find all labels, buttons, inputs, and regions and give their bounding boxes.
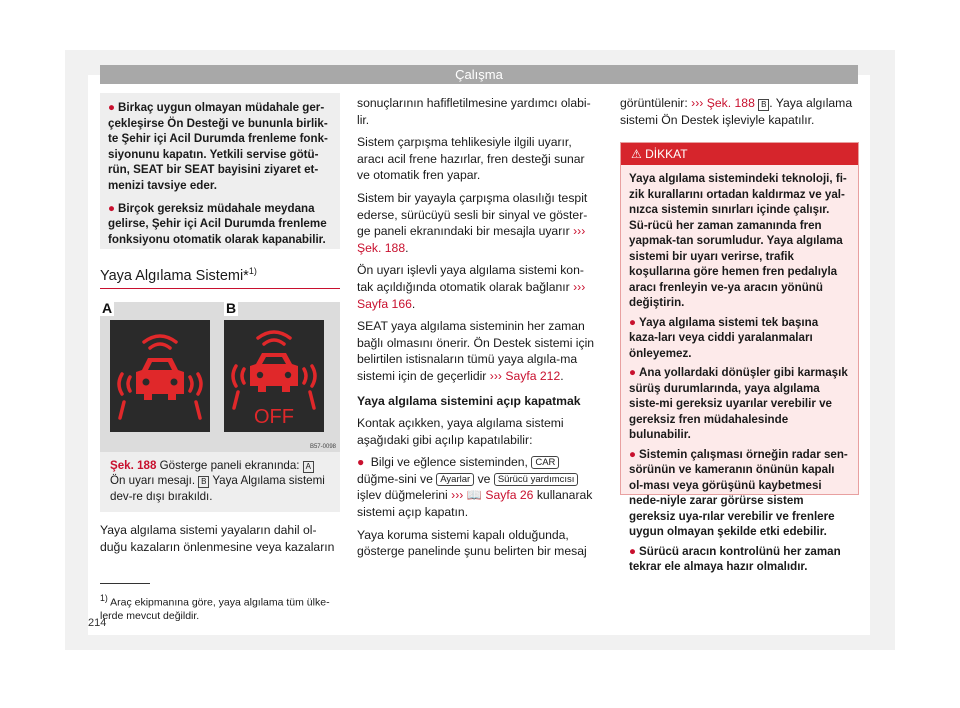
pedestrian-warning-icon <box>110 320 210 432</box>
column-2 <box>357 95 599 566</box>
paragraph: Kontak açıkken, yaya algılama sistemi aşağıdaki gibi açılıp kapatılabilir: <box>357 416 564 447</box>
notice-item-text: Birçok gereksiz müdahale meydana gelirse, Şehir içi Acil Durumda frenleme fonksiyonu otomatik olarak kapanabilir. <box>108 201 327 246</box>
warning-triangle-icon: ⚠ <box>631 147 642 161</box>
link-arrow: ››› <box>451 488 464 503</box>
figure-label-b: B <box>225 300 237 316</box>
letter-a-icon: A <box>303 461 314 473</box>
bullet-icon: ● <box>629 544 637 558</box>
letter-b-icon: B <box>198 476 209 488</box>
paragraph-text: Sistem bir yayayla çarpışma olasılığı tespit ederse, sürücüyü sesli bir sinyal ve göster-ge paneli ekranındaki bir mesajla uyarır <box>357 190 588 239</box>
paragraph: Sistem bir yayayla çarpışma olasılığı tespit ederse, sürücüyü sesli bir sinyal ve göster-ge paneli ekranındaki bir mesajla uyarır ››› Şek. 188. <box>357 190 588 255</box>
paragraph-text: Ön uyarı işlevli yaya algılama sistemi kon-tak açıldığında otomatik olarak bağlanır <box>357 263 584 294</box>
paragraph-text: ve <box>477 471 491 486</box>
display-panel-a <box>110 320 210 432</box>
paragraph-text: kullanarak sistemi açıp kapatın. <box>357 488 593 520</box>
bullet-icon: ● <box>108 201 116 215</box>
warning-item-text: Yaya algılama sistemi tek başına kaza-ları veya ciddi yaralanmaları önleyemez. <box>629 315 819 360</box>
paragraph-text: işlev düğmelerini <box>357 488 448 503</box>
page-header: Çalışma <box>100 65 858 84</box>
footnote-marker: 1) <box>100 593 108 603</box>
notice-box <box>100 93 340 249</box>
figure-ref: Şek. 188 <box>110 459 157 472</box>
bullet-icon: ● <box>629 315 637 329</box>
warning-title: DİKKAT <box>645 147 688 161</box>
warning-item-text: Ana yollardaki dönüşler gibi karmaşık sürüş durumlarında, yaya algılama siste-mi gereksiz uyarılar verebilir ve gereksiz fren müdahalesinde bulunabilir. <box>629 366 848 441</box>
figure-link[interactable]: Şek. 188 <box>357 240 406 255</box>
warning-box <box>620 142 859 573</box>
section-title <box>100 266 340 284</box>
warning-header <box>621 143 858 165</box>
caption-text: Gösterge paneli ekranında: <box>159 459 300 472</box>
page-number: 214 <box>88 617 107 629</box>
warning-item <box>629 544 850 575</box>
paragraph: SEAT yaya algılama sisteminin her zaman bağlı olmasını önerir. Ön Destek sistemi için belirtilen istisnaların tümü yaya algıla-ma sistemi için de geçerlidir ››› Sayfa 212. <box>357 319 595 383</box>
off-label: OFF <box>254 406 294 428</box>
bullet-icon: ● <box>629 447 637 461</box>
settings-key: Ayarlar <box>436 473 474 486</box>
notice-item <box>108 201 332 248</box>
warning-item <box>629 447 850 540</box>
link-arrow: ››› <box>573 224 586 239</box>
paragraph-text: Bilgi ve eğlence sisteminden, <box>370 455 528 470</box>
warning-item-text: Sistemin çalışması örneğin radar sen-sörünün ve kameranın önünün kapalı ol-ması veya görüşünü kaybetmesi nede-niyle zarar görürse sistem gereksiz uya-rılar verebilir ve frenlere uygun olmayan şekilde etki edebilir. <box>629 447 848 538</box>
car-button-icon: CAR <box>531 456 559 469</box>
paragraph-text: görüntülenir: <box>620 96 688 110</box>
link-arrow: ››› <box>489 368 502 383</box>
footnote <box>100 592 350 623</box>
page-link[interactable]: Sayfa 26 <box>485 488 534 503</box>
warning-body <box>621 165 858 585</box>
footnote-divider <box>100 583 150 584</box>
book-icon: 📖 <box>466 488 482 503</box>
caption-text: Yaya Algılama sistemi dev-re dışı bırakıldı. <box>110 474 325 503</box>
display-panel-b <box>224 320 324 432</box>
link-arrow: ››› <box>691 96 704 110</box>
bullet-item <box>357 454 599 520</box>
warning-item <box>629 365 850 443</box>
column-1-text: Yaya algılama sistemi yayaların dahil ol-duğu kazaların önlenmesine veya kazaların <box>100 523 335 554</box>
link-arrow: ››› <box>573 279 586 294</box>
bullet-icon: ● <box>357 455 365 470</box>
letter-b-icon: B <box>758 99 769 111</box>
paragraph: sonuçlarının hafifletilmesine yardımcı olabi-lir. <box>357 96 591 127</box>
warning-intro: Yaya algılama sistemindeki teknoloji, fi-zik kurallarını ortadan kaldırmaz ve yal-nızca sistemin sınırları içinde çalışır. Sü-rücü her zaman zamanında fren yapmak-tan sorumludur. Yaya algılama sistemi bir uyarı verirse, trafik koşullarına göre hemen fren pedalıyla aracı frenleyin ve-ya aracın yönünü değiştirin. <box>629 172 847 309</box>
notice-item <box>108 100 332 194</box>
driver-assist-key: Sürücü yardımcısı <box>494 473 579 486</box>
section-title-text: Yaya Algılama Sistemi* <box>100 267 249 284</box>
notice-item-text: Birkaç uygun olmayan müdahale ger-çekleşirse Ön Desteği ve bununla birlik-te Şehir içi Acil Durumda frenleme fonk-siyonunu kapatın. Yetkili servise götü-rün, SEAT bir SEAT bayisini ziyaret et-menizi tavsiye eder. <box>108 101 328 192</box>
bullet-icon: ● <box>629 366 637 379</box>
section-divider <box>100 288 340 289</box>
figure-label-a: A <box>101 300 113 316</box>
figure-link[interactable]: Şek. 188 <box>706 96 755 110</box>
paragraph-text: . Yaya algılama sistemi Ön Destek işleviyle kapatılır. <box>620 96 853 127</box>
paragraph: Yaya koruma sistemi kapalı olduğunda, gösterge panelinde şunu belirten bir mesaj <box>357 527 587 559</box>
page-link[interactable]: Sayfa 166 <box>357 296 412 311</box>
figure-caption <box>100 452 340 512</box>
figure-188 <box>100 302 340 452</box>
warning-item <box>629 315 850 362</box>
paragraph: Ön uyarı işlevli yaya algılama sistemi kon-tak açıldığında otomatik olarak bağlanır ››› Sayfa 166. <box>357 263 586 311</box>
page-link[interactable]: Sayfa 212 <box>505 368 561 383</box>
bullet-icon: ● <box>108 101 116 114</box>
caption-text: Ön uyarı mesajı. <box>110 474 196 488</box>
warning-item-text: Sürücü aracın kontrolünü her zaman tekrar ele almaya hazır olmalıdır. <box>629 544 841 573</box>
figure-code: B57-0098 <box>309 444 336 450</box>
footnote-text: Araç ekipmanına göre, yaya algılama tüm ülke-lerde mevcut değildir. <box>100 596 330 622</box>
paragraph <box>620 95 860 128</box>
subheading: Yaya algılama sistemini açıp kapatmak <box>357 393 581 408</box>
paragraph: Sistem çarpışma tehlikesiyle ilgili uyarır, aracı acil frene hazırlar, fren desteği sunar ve otomatik fren yapar. <box>357 135 585 183</box>
column-3 <box>620 95 860 134</box>
footnote-marker[interactable]: 1) <box>248 266 257 276</box>
paragraph-text: düğme-sini ve <box>357 471 433 486</box>
paragraph-text: SEAT yaya algılama sisteminin her zaman bağlı olmasını önerir. Ön Destek sistemi için belirtilen istisnaların tümü yaya algıla-ma sistemi için de geçerlidir <box>357 319 595 383</box>
